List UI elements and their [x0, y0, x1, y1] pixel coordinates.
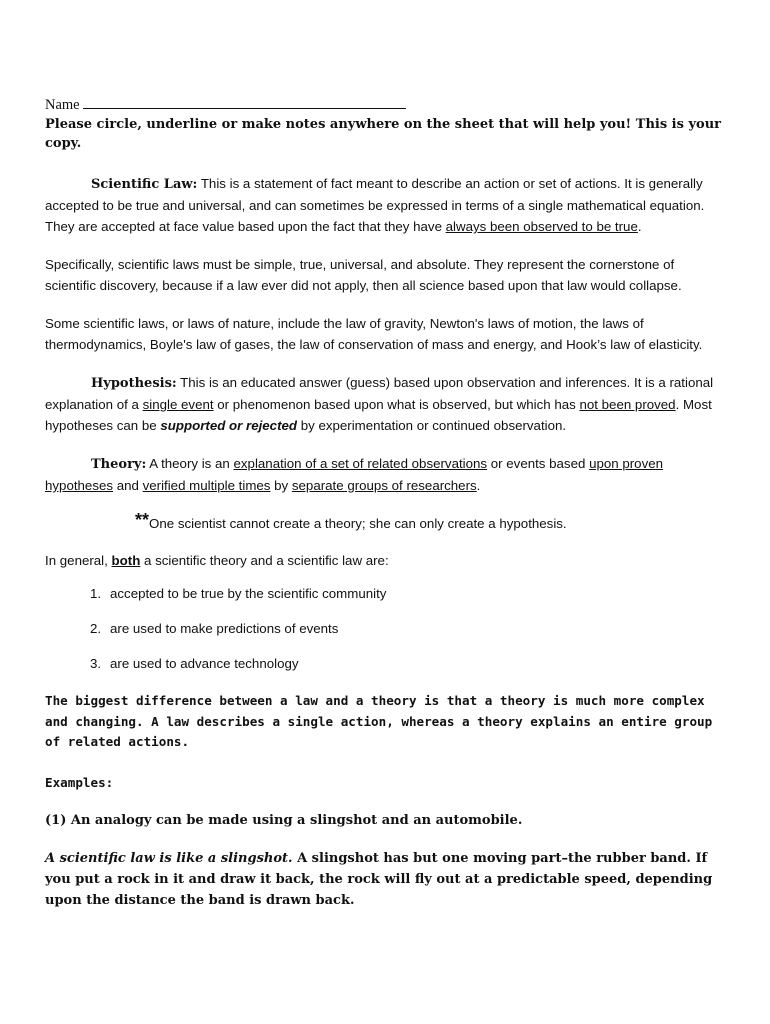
list-item [45, 619, 725, 639]
worksheet-page [45, 96, 725, 911]
analogy-heading: (1) An analogy can be made using a slingshot and an automobile. [45, 813, 523, 828]
theory-underline: separate groups of researchers [291, 478, 477, 493]
list-text: accepted to be true by the scientific community [110, 586, 387, 601]
list-number: 2. [90, 621, 102, 636]
theory-term: Theory: [91, 457, 147, 472]
hypothesis-text: or phenomenon based upon what is observed, but which has [213, 397, 580, 412]
hypothesis-paragraph [45, 372, 725, 436]
difference-paragraph: The biggest difference between a law and a theory is that a theory is much more complex and changing. A law describes a single action, whereas a theory explains an entire group of related actions. [45, 693, 713, 749]
name-line [45, 96, 725, 114]
theory-underline: upon proven hypotheses [45, 456, 664, 493]
general-text: a scientific theory and a scientific law are: [140, 553, 389, 568]
hypothesis-emphasis: supported or rejected [160, 418, 298, 433]
hypothesis-text: by experimentation or continued observation. [297, 418, 567, 433]
hypothesis-underline: not been proved [579, 397, 676, 412]
theory-text: A theory is an [146, 456, 234, 471]
law-text-end: . [637, 219, 642, 234]
slingshot-paragraph [45, 848, 725, 911]
list-item [45, 654, 725, 674]
note-stars: ** [135, 510, 150, 530]
list-item [45, 584, 725, 604]
theory-underline: explanation of a set of related observations [233, 456, 488, 471]
list-text: are used to advance technology [110, 656, 299, 671]
slingshot-lead: A scientific law is like a slingshot. [45, 851, 293, 866]
theory-text: by [270, 478, 292, 493]
theory-note [135, 510, 725, 534]
law-text: This is a statement of fact meant to describe an action or set of actions. It is generally accepted to be true and universal, and can sometimes be expressed in terms of a single mathematical equation. They are accepted at face value based upon the fact that they have [45, 176, 705, 234]
list-text: are used to make predictions of events [110, 621, 339, 636]
hypothesis-term: Hypothesis: [91, 376, 177, 391]
name-label: Name [45, 97, 80, 113]
hypothesis-text: . Most hypotheses can be [45, 397, 712, 433]
examples-label: Examples: [45, 774, 114, 790]
hypothesis-underline: single event [142, 397, 214, 412]
shared-traits-list [45, 584, 725, 674]
theory-text: and [113, 478, 143, 493]
list-number: 3. [90, 656, 102, 671]
specifically-paragraph: Specifically, scientific laws must be simple, true, universal, and absolute. They represent the cornerstone of scientific discovery, because if a law ever did not apply, then all science based upon that law would collapse. [45, 257, 682, 293]
slingshot-text: A slingshot has but one moving part–the rubber band. If you put a rock in it and draw it back, the rock will fly out at a predictable speed, depending upon the distance the band is drawn back. [45, 851, 713, 908]
list-number: 1. [90, 586, 102, 601]
name-blank-field[interactable] [83, 96, 406, 109]
law-underline: always been observed to be true [445, 219, 638, 234]
hypothesis-text: This is an educated answer (guess) based upon observation and inferences. It is a rational explanation of a [45, 375, 714, 412]
intro-instructions: Please circle, underline or make notes anywhere on the sheet that will help you! This is your copy. [45, 117, 721, 151]
theory-text: or events based [487, 456, 590, 471]
scientific-law-paragraph [45, 173, 725, 237]
general-emphasis: both [111, 553, 141, 568]
theory-paragraph [45, 453, 725, 496]
laws-examples-paragraph: Some scientific laws, or laws of nature, include the law of gravity, Newton's laws of motion, the laws of thermodynamics, Boyle's law of gases, the law of conservation of mass and energy, and Hook’s law of elasticity. [45, 316, 703, 352]
note-text: One scientist cannot create a theory; she can only create a hypothesis. [149, 516, 567, 531]
in-general-line [45, 550, 725, 571]
scientific-law-term: Scientific Law: [91, 177, 198, 192]
theory-text: . [476, 478, 481, 493]
general-text: In general, [45, 553, 112, 568]
theory-underline: verified multiple times [142, 478, 271, 493]
